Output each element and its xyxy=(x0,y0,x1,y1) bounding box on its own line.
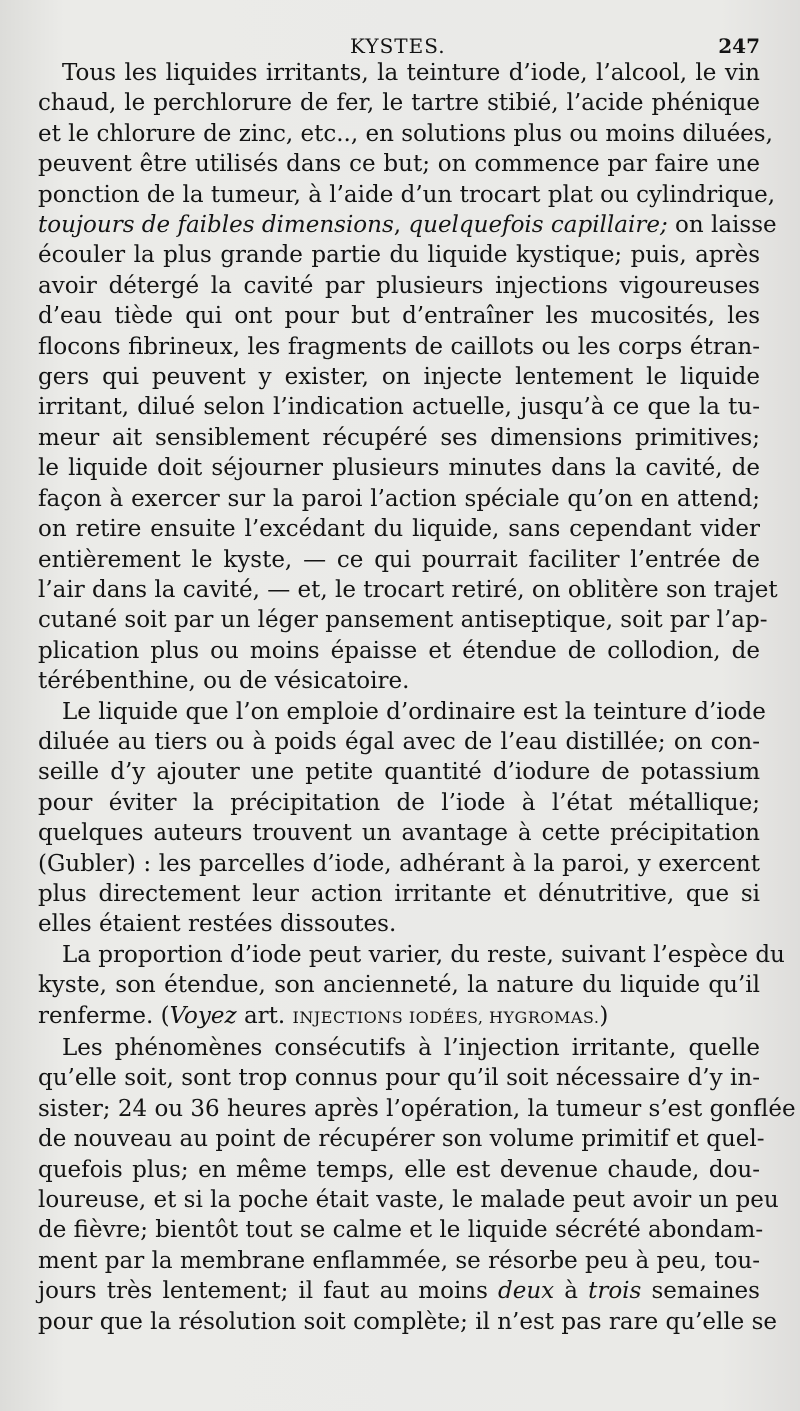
ref-prefix: renferme. ( xyxy=(38,1002,170,1029)
text-line: irritant, dilué selon l’indication actuelle, jusqu’à ce que la tu- xyxy=(38,394,760,421)
text-line: et le chlorure de zinc, etc.., en solutions plus ou moins diluées, xyxy=(38,120,773,147)
text-line: Le liquide que l’on emploie d’ordinaire est la teinture d’iode xyxy=(62,698,766,725)
text-line: qu’elle soit, sont trop connus pour qu’il soit nécessaire d’y in- xyxy=(38,1065,760,1092)
ref-italic: Voyez xyxy=(169,1002,237,1029)
text-line: peuvent être utilisés dans ce but; on commence par faire une xyxy=(38,151,760,178)
text-line: pour éviter la précipitation de l’iode à l’état métallique; xyxy=(38,789,760,816)
text-line: La proportion d’iode peut varier, du reste, suivant l’espèce du xyxy=(62,941,785,968)
line-end: semaines xyxy=(641,1278,760,1305)
text-line: de fièvre; bientôt tout se calme et le liquide sécrété abondam- xyxy=(38,1217,764,1244)
text-line: térébenthine, ou de vésicatoire. xyxy=(38,668,410,695)
text-line: Les phénomènes consécutifs à l’injection irritante, quelle xyxy=(62,1035,760,1061)
text-line: de nouveau au point de récupérer son volume primitif et quel- xyxy=(38,1126,765,1153)
ref-smallcaps: INJECTIONS IODÉES, HYGROMAS. xyxy=(292,1007,600,1027)
text-line: chaud, le perchlorure de fer, le tartre stibié, l’acide phénique xyxy=(38,90,760,117)
paragraph-3 xyxy=(38,940,785,1033)
text-line: quelques auteurs trouvent un avantage à cette précipitation xyxy=(38,820,760,847)
text-line: flocons fibrineux, les fragments de caillots ou les corps étran- xyxy=(38,333,760,360)
text-line: l’air dans la cavité, — et, le trocart retiré, on oblitère son trajet xyxy=(38,576,778,603)
text-line: écouler la plus grande partie du liquide kystique; puis, après xyxy=(38,242,760,269)
text-line: loureuse, et si la poche était vaste, le malade peut avoir un peu xyxy=(38,1187,779,1214)
text-line: entièrement le kyste, — ce qui pourrait faciliter l’entrée de xyxy=(38,546,760,573)
text-line: ment par la membrane enflammée, se résorbe peu à peu, tou- xyxy=(38,1247,760,1274)
page-number: 247 xyxy=(718,34,760,58)
text-line: plication plus ou moins épaisse et étendue de collodion, de xyxy=(38,637,760,664)
text-line: elles étaient restées dissoutes. xyxy=(38,911,397,938)
paragraph-1 xyxy=(38,58,778,697)
text-line: seille d’y ajouter une petite quantité d’iodure de potassium xyxy=(38,759,760,786)
italic-phrase: quelquefois capillaire; xyxy=(408,212,668,239)
text-line: gers qui peuvent y exister, on injecte lentement le liquide xyxy=(38,364,760,391)
line-rest: on laisse xyxy=(667,212,777,239)
body-text xyxy=(38,58,796,1337)
text-line: meur ait sensiblement récupéré ses dimensions primitives; xyxy=(38,424,760,451)
text-line: pour que la résolution soit complète; il n’est pas rare qu’elle se xyxy=(38,1308,778,1335)
text-line: quefois plus; en même temps, elle est devenue chaude, dou- xyxy=(38,1156,760,1183)
text-line: plus directement leur action irritante et dénutritive, que si xyxy=(38,880,760,907)
separator: , xyxy=(393,212,409,239)
text-line: Tous les liquides irritants, la teinture d’iode, l’alcool, le vin xyxy=(62,60,760,86)
italic-word: trois xyxy=(588,1278,642,1305)
text-line: sister; 24 ou 36 heures après l’opération, la tumeur s’est gonflée xyxy=(38,1095,796,1122)
paragraph-4 xyxy=(38,1033,796,1337)
text-line-italic xyxy=(38,210,777,240)
text-line: (Gubler) : les parcelles d’iode, adhérant à la paroi, y exercent xyxy=(38,850,760,877)
line-prefix: jours très lentement; il faut au moins xyxy=(38,1278,499,1305)
text-line-italic xyxy=(38,1276,760,1306)
running-head xyxy=(38,0,760,58)
text-line: le liquide doit séjourner plusieurs minutes dans la cavité, de xyxy=(38,455,760,482)
italic-phrase: toujours de faibles dimensions xyxy=(38,212,394,239)
cross-reference-line xyxy=(38,1001,760,1033)
text-line: diluée au tiers ou à poids égal avec de l’eau distillée; on con- xyxy=(38,728,760,755)
line-mid: à xyxy=(554,1278,589,1305)
text-line: façon à exercer sur la paroi l’action spéciale qu’on en attend; xyxy=(38,485,760,512)
text-line: ponction de la tumeur, à l’aide d’un trocart plat ou cylindrique, xyxy=(38,181,776,208)
text-line: d’eau tiède qui ont pour but d’entraîner les mucosités, les xyxy=(38,303,760,330)
text-line: kyste, son étendue, son ancienneté, la nature du liquide qu’il xyxy=(38,972,760,999)
paragraph-2 xyxy=(38,697,766,940)
text-line: avoir détergé la cavité par plusieurs injections vigoureuses xyxy=(38,272,760,299)
ref-mid: art. xyxy=(236,1002,293,1029)
ref-end: ) xyxy=(599,1002,609,1029)
text-line: cutané soit par un léger pansement antiseptique, soit par l’ap- xyxy=(38,607,768,634)
italic-word: deux xyxy=(498,1278,555,1305)
header-title: KYSTES. xyxy=(350,34,446,58)
text-line: on retire ensuite l’excédant du liquide, sans cependant vider xyxy=(38,516,760,543)
